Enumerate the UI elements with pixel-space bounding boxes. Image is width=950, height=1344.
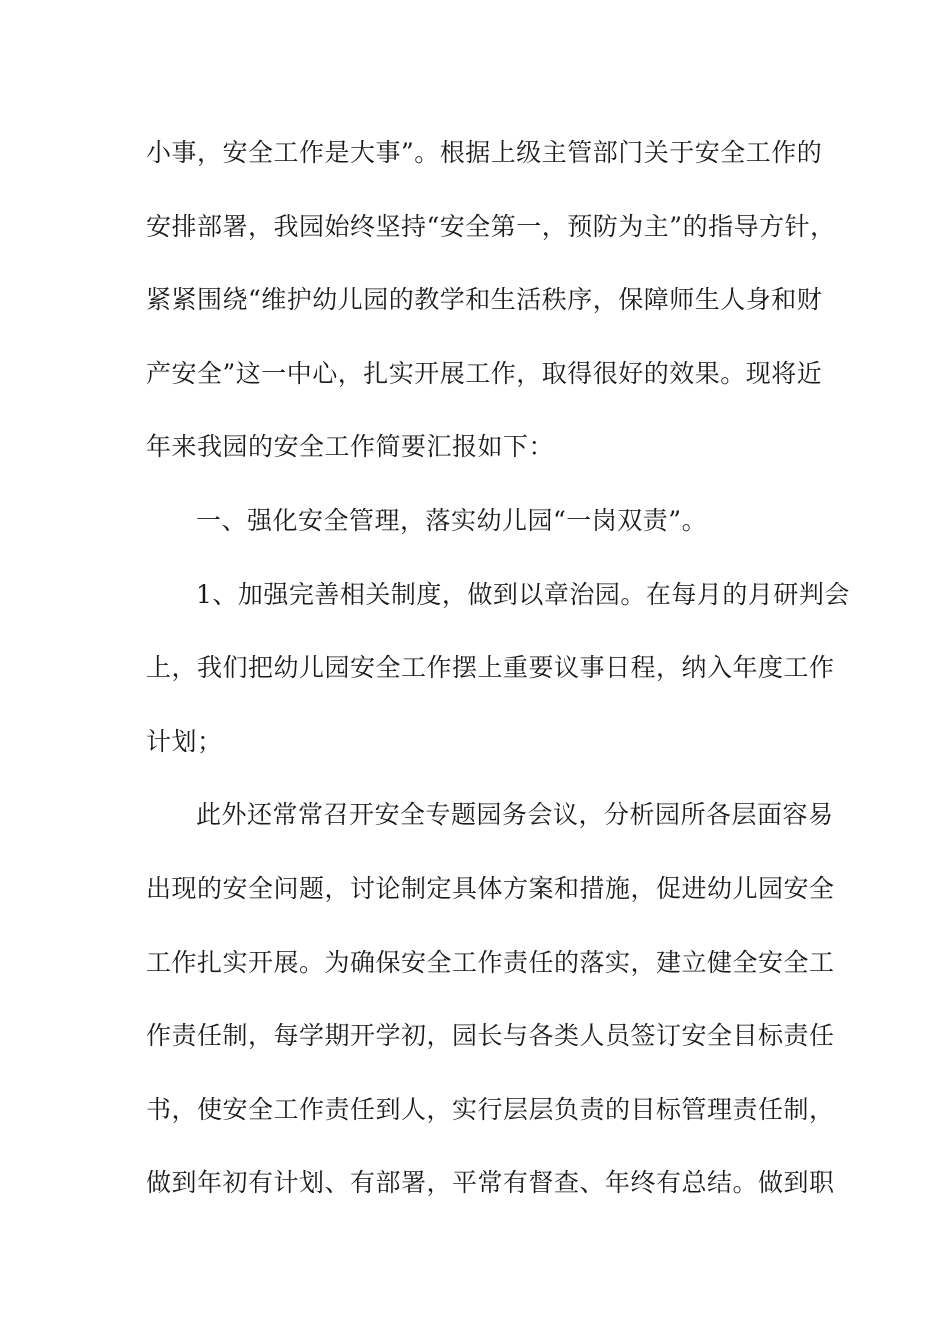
- text-line: 作责任制，每学期开学初，园长与各类人员签订安全目标责任: [146, 1021, 835, 1051]
- text-line: 1、加强完善相关制度，做到以章治园。在每月的月研判会: [196, 579, 850, 609]
- text-line: 紧紧围绕“维护幼儿园的教学和生活秩序，保障师生人身和财: [146, 285, 823, 315]
- body-text: [146, 126, 850, 1230]
- section-heading: 一、强化安全管理，落实幼儿园“一岗双责”。: [196, 505, 708, 535]
- text-line: 书，使安全工作责任到人，实行层层负责的目标管理责任制，: [146, 1094, 835, 1124]
- text-line: 安排部署，我园始终坚持“安全第一，预防为主”的指导方针，: [146, 211, 836, 241]
- text-line: 做到年初有计划、有部署，平常有督查、年终有总结。做到职: [146, 1168, 835, 1198]
- text-line: 小事，安全工作是大事”。根据上级主管部门关于安全工作的: [146, 138, 823, 167]
- text-line: 此外还常常召开安全专题园务会议，分析园所各层面容易: [196, 800, 834, 830]
- text-line: 计划；: [146, 726, 223, 756]
- text-line: 工作扎实开展。为确保安全工作责任的落实，建立健全安全工: [146, 947, 835, 977]
- text-line: 产安全”这一中心，扎实开展工作，取得很好的效果。现将近: [146, 358, 823, 388]
- text-line: 上，我们把幼儿园安全工作摆上重要议事日程，纳入年度工作: [146, 653, 835, 683]
- text-line: 出现的安全问题，讨论制定具体方案和措施，促进幼儿园安全: [146, 873, 835, 903]
- text-line: 年来我园的安全工作简要汇报如下：: [146, 432, 555, 462]
